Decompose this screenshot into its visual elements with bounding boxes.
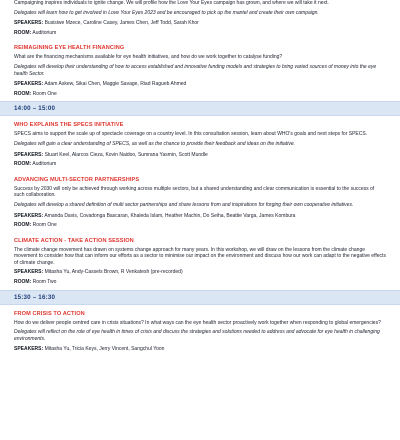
room-value: Room One bbox=[32, 90, 57, 97]
speakers-list: Busisiwe Mzece, Caroline Casey, James Chen, Jeff Todd, Sarah Khor bbox=[44, 20, 199, 27]
speakers-list: Stuart Keel, Alarcos Cieza, Kovin Naidoo, Sumrana Yasmin, Scott Mundle bbox=[44, 151, 208, 158]
room-label: ROOM: bbox=[14, 279, 32, 286]
session-outcome: Delegates will gain a clear understanding of SPECS, as well as the chance to provide their feedback and ideas on the initiative. bbox=[14, 140, 296, 147]
session-title: CLIMATE ACTION - TAKE ACTION SESSION bbox=[14, 237, 134, 244]
session-speakers bbox=[14, 346, 386, 353]
room-value: Room Two bbox=[32, 279, 57, 286]
session-room bbox=[14, 161, 386, 168]
speakers-list: Mitasha Yu, Tricia Keys, Jerry Vincent, Sangchul Yoon bbox=[44, 346, 165, 353]
session-room bbox=[14, 222, 386, 229]
session-description: SPECS aims to support the scale up of spectacle coverage on a country level. In this consultation session, learn about WHO's goals and next steps for SPECS. bbox=[14, 131, 368, 138]
speakers-list: Mitasha Yu, Andy-Cassels Brown, R Venkatesh (pre-recorded) bbox=[44, 269, 183, 276]
session-room bbox=[14, 30, 386, 37]
session-speakers bbox=[14, 213, 386, 220]
session-climate-action bbox=[14, 238, 386, 286]
session-title: ADVANCING MULTI-SECTOR PARTNERSHIPS bbox=[14, 176, 140, 183]
speakers-label: SPEAKERS: bbox=[14, 20, 44, 27]
session-speakers bbox=[14, 20, 386, 27]
session-title: FROM CRISIS TO ACTION bbox=[14, 310, 85, 317]
speakers-list: Amanda Davis, Covadonga Bascaran, Khaleda Islam, Heather Machin, Do Seiha, Beattie Varga, James Kombura bbox=[44, 212, 296, 219]
time-slot-label: 14:00 – 15:00 bbox=[14, 105, 56, 113]
session-speakers bbox=[14, 81, 386, 88]
speakers-label: SPEAKERS: bbox=[14, 212, 44, 219]
session-speakers bbox=[14, 152, 386, 159]
session-room bbox=[14, 91, 386, 98]
session-outcome: Delegates will develop a shared definition of multi sector partnerships and share lessons from and inspirations for forging their own cooperative initiatives. bbox=[14, 201, 354, 208]
room-value: Room One bbox=[32, 222, 57, 229]
session-description: The climate change movement has drawn on systems change approach for many years. In this workshop, we will draw on the lessons from the climate change movement to consider how that can inform our efforts as a sector to minimise our impact on the environment and discuss how our work can adapt to the negative effects of climate change. bbox=[14, 246, 386, 266]
room-label: ROOM: bbox=[14, 161, 32, 168]
session-room bbox=[14, 279, 386, 286]
room-label: ROOM: bbox=[14, 90, 32, 97]
speakers-list: Adam Askew, Sikai Chen, Maggie Savage, Riad Ragueb Ahmed bbox=[44, 81, 187, 88]
session-crisis-to-action bbox=[14, 311, 386, 353]
session-multi-sector-partnerships bbox=[14, 177, 386, 229]
room-value: Auditorium bbox=[32, 161, 57, 168]
time-slot-header bbox=[0, 101, 400, 116]
room-label: ROOM: bbox=[14, 29, 32, 36]
room-label: ROOM: bbox=[14, 222, 32, 229]
time-slot-label: 15:30 – 16:30 bbox=[14, 293, 56, 301]
session-description: How do we deliver people centred care in crisis situations? In what ways can the eye health sector proactively work together when responding to global emergencies? bbox=[14, 319, 381, 326]
session-specs-initiative bbox=[14, 122, 386, 167]
session-description: What are the financing mechanisms available for eye health initiatives, and how do we work together to catalyse funding? bbox=[14, 54, 283, 61]
session-description: Success by 2030 will only be achieved through working across multiple sectors, but a shared understanding and clear communication is essential to the success of such collaboration. bbox=[14, 185, 375, 199]
speakers-label: SPEAKERS: bbox=[14, 269, 44, 276]
speakers-label: SPEAKERS: bbox=[14, 81, 44, 88]
session-eye-health-financing bbox=[14, 45, 386, 97]
session-outcome: Delegates will reflect on the role of eye health in times of crisis and discuss the strategies and solutions needed to address and advocate for eye health in challenging environments. bbox=[14, 329, 380, 342]
session-speakers bbox=[14, 269, 386, 276]
session-love-your-eyes bbox=[14, 0, 386, 36]
speakers-label: SPEAKERS: bbox=[14, 151, 44, 158]
time-slot-header bbox=[0, 290, 400, 305]
session-title: REIMAGINING EYE HEALTH FINANCING bbox=[14, 45, 125, 52]
room-value: Auditorium bbox=[32, 29, 57, 36]
session-description: Campaigning inspires individuals to ignite change. We will profile how the Love Your Eyes campaign has grown, and where we will take it next. bbox=[14, 0, 329, 6]
speakers-label: SPEAKERS: bbox=[14, 346, 44, 353]
session-outcome: Delegates will develop their understanding of how to access established and innovative funding models and strategies to bring varied sources of money into the eye health Sector. bbox=[14, 63, 377, 77]
session-title: WHO EXPLAINS THE SPECS INITIATIVE bbox=[14, 122, 124, 129]
session-outcome: Delegates will learn how to get involved in Love Your Eyes 2023 and be encouraged to pick up the mantel and create their own campaign. bbox=[14, 9, 319, 16]
